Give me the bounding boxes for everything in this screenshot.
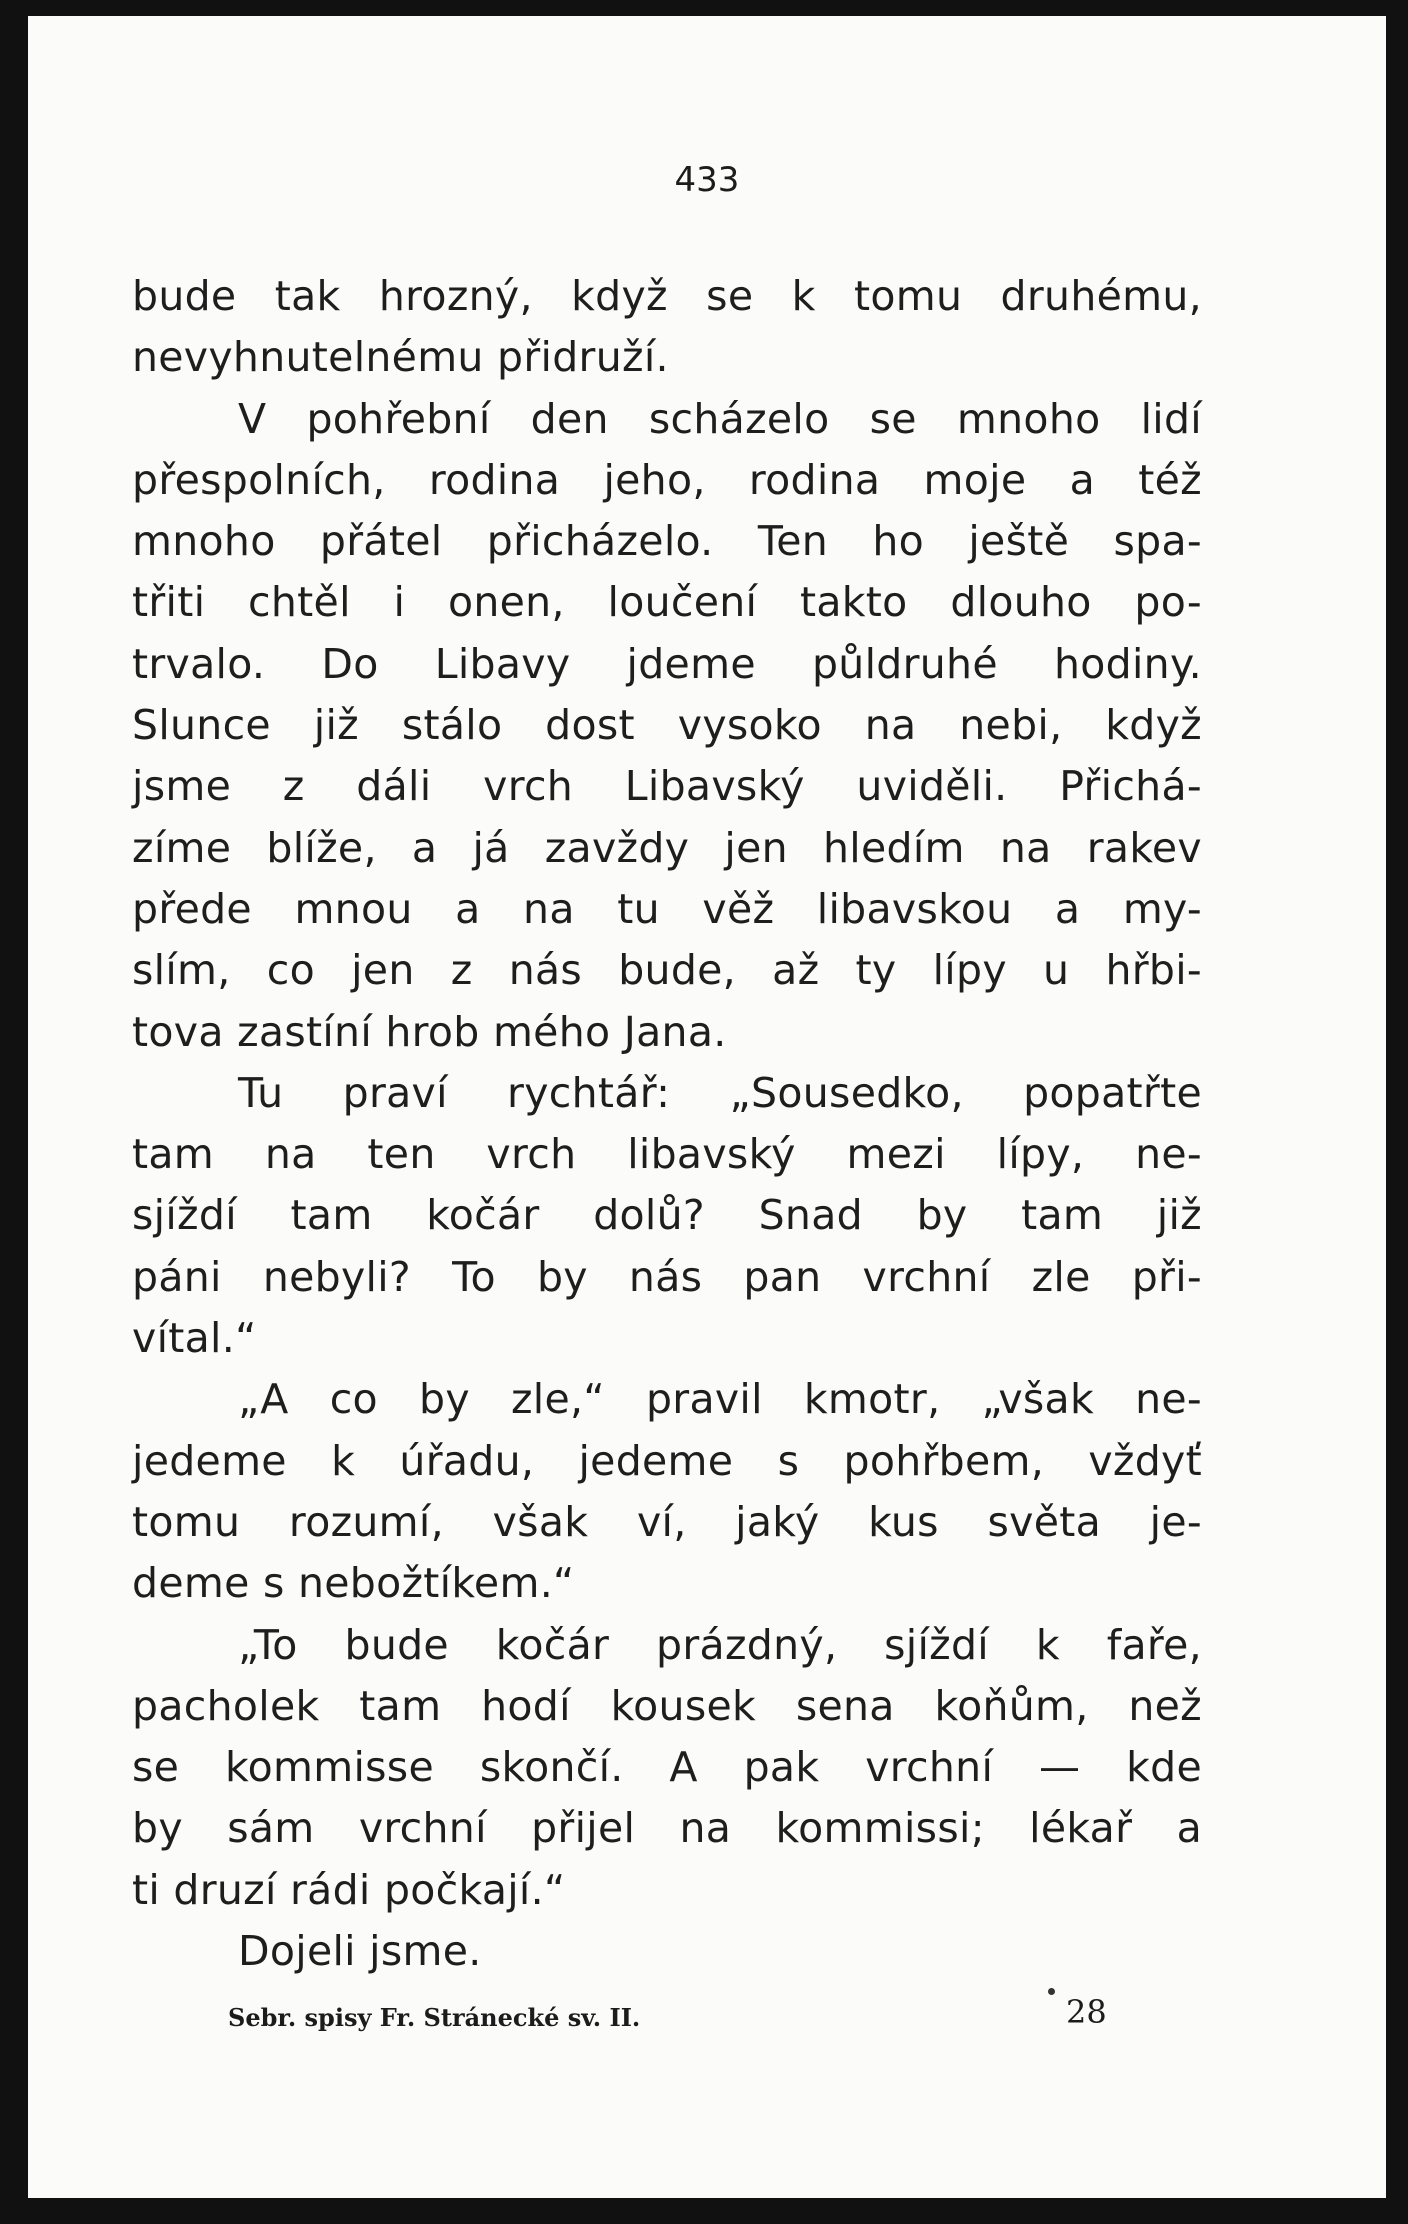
text-line: tova zastíní hrob mého Jana. bbox=[132, 1007, 727, 1056]
text-line: Dojeli jsme. bbox=[238, 1927, 482, 1976]
text-line: mnoho přátel přicházelo. Ten ho ještě spa- bbox=[132, 517, 1202, 566]
text-line: sjíždí tam kočár dolů? Snad by tam již bbox=[132, 1191, 1202, 1240]
text-line: tam na ten vrch libavský mezi lípy, ne- bbox=[132, 1130, 1202, 1179]
text-line: V pohřební den scházelo se mnoho lidí bbox=[238, 394, 1202, 443]
text-line: přede mnou a na tu věž libavskou a my- bbox=[132, 884, 1202, 933]
text-line: slím, co jen z nás bude, až ty lípy u hřbi- bbox=[132, 946, 1202, 995]
text-line: bude tak hrozný, když se k tomu druhému, bbox=[132, 272, 1202, 320]
footer-dot bbox=[1048, 1988, 1055, 1995]
text-line: trvalo. Do Libavy jdeme půldruhé hodiny. bbox=[132, 639, 1202, 688]
page-number: 433 bbox=[674, 160, 740, 200]
text-line: ti druzí rádi počkají.“ bbox=[132, 1865, 566, 1914]
text-line: páni nebyli? To by nás pan vrchní zle při- bbox=[132, 1252, 1202, 1301]
text-line: Slunce již stálo dost vysoko na nebi, když bbox=[132, 701, 1202, 750]
text-line: „To bude kočár prázdný, sjíždí k faře, bbox=[238, 1620, 1202, 1669]
body-text bbox=[132, 266, 1202, 1982]
text-line: nevyhnutelnému přidruží. bbox=[132, 333, 669, 382]
footer-sheet-number: 28 bbox=[1066, 1993, 1107, 2031]
text-line: jedeme k úřadu, jedeme s pohřbem, vždyť bbox=[132, 1436, 1202, 1485]
text-line: tomu rozumí, však ví, jaký kus světa je- bbox=[132, 1497, 1202, 1546]
book-page bbox=[28, 16, 1386, 2198]
text-line: by sám vrchní přijel na kommissi; lékař a bbox=[132, 1804, 1202, 1853]
text-line: Tu praví rychtář: „Sousedko, popatřte bbox=[238, 1068, 1202, 1117]
text-line: jsme z dáli vrch Libavský uviděli. Přichá- bbox=[132, 762, 1202, 811]
text-line: se kommisse skončí. A pak vrchní — kde bbox=[132, 1743, 1202, 1792]
text-line: vítal.“ bbox=[132, 1314, 257, 1363]
text-line: třiti chtěl i onen, loučení takto dlouho po- bbox=[132, 578, 1202, 627]
text-line: zíme blíže, a já zavždy jen hledím na rakev bbox=[132, 823, 1202, 872]
text-line: „A co by zle,“ pravil kmotr, „však ne- bbox=[238, 1375, 1202, 1424]
text-line: pacholek tam hodí kousek sena koňům, než bbox=[132, 1681, 1202, 1730]
text-line: přespolních, rodina jeho, rodina moje a též bbox=[132, 455, 1202, 504]
text-line: deme s nebožtíkem.“ bbox=[132, 1559, 575, 1608]
footer-signature: Sebr. spisy Fr. Stránecké sv. II. bbox=[228, 2003, 641, 2032]
